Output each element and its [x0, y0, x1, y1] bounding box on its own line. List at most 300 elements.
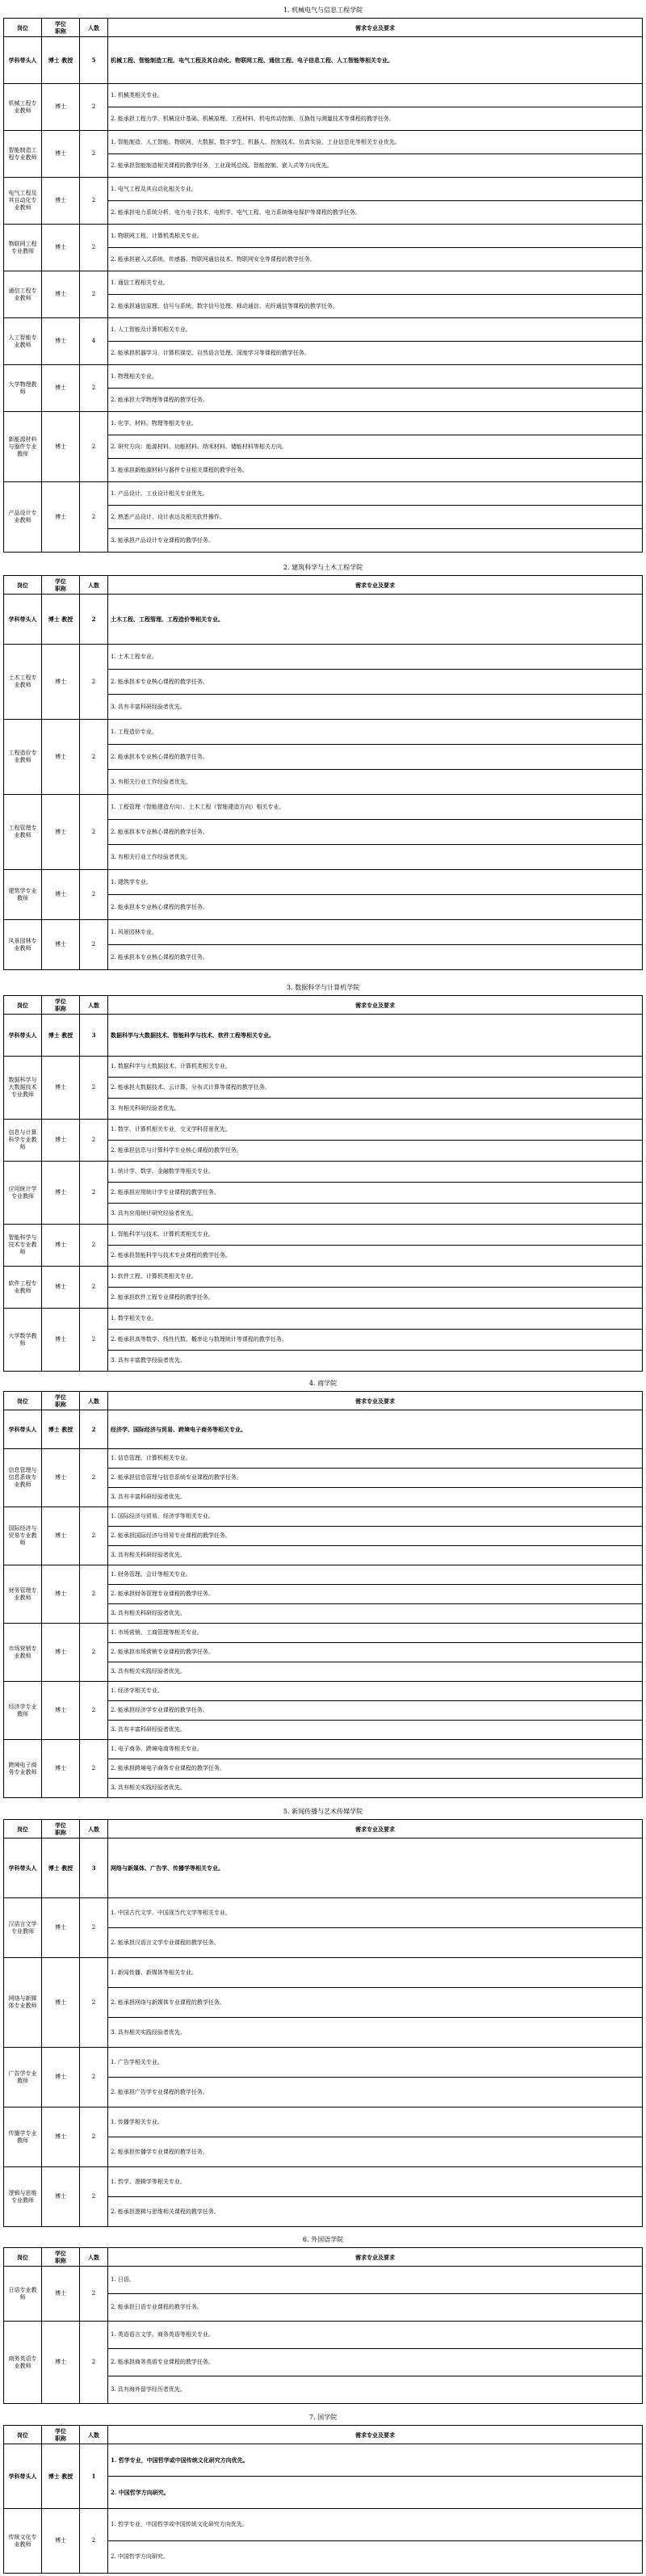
header-requirement: 需求专业及要求 — [108, 996, 643, 1015]
header-requirement: 需求专业及要求 — [108, 19, 643, 37]
degree-cell: 博士 教授 — [42, 2444, 80, 2509]
header-position: 岗位 — [4, 1820, 42, 1838]
position-cell: 逻辑与思维专业教师 — [4, 2167, 42, 2227]
header-degree-line2: 职称 — [55, 1005, 66, 1012]
degree-cell: 博士 — [42, 412, 80, 482]
table-row — [4, 37, 643, 84]
requirements-table — [3, 1391, 643, 1798]
requirement-cell: 1. 数学、计算机相关专业，交叉学科背景优先。 — [108, 1120, 643, 1141]
requirement-cell: 2. 能承担软件工程专业课程的教学任务。 — [108, 1288, 643, 1309]
position-cell: 人工智能专业教师 — [4, 318, 42, 365]
header-position: 岗位 — [4, 19, 42, 37]
table-row — [4, 1682, 643, 1701]
count-cell: 2 — [80, 84, 108, 131]
header-requirement: 需求专业及要求 — [108, 2426, 643, 2444]
section-title: 2. 建筑科学与土木工程学院 — [283, 564, 363, 571]
position-cell: 机械工程专业教师 — [4, 84, 42, 131]
requirement-cell: 1. 新闻传播、新媒体等相关专业。 — [108, 1958, 643, 1988]
degree-cell: 博士 — [42, 795, 80, 870]
requirement-cell: 3. 具有丰富科研经验者优先。 — [108, 1488, 643, 1507]
requirement-cell: 数据科学与大数据技术、智能科学与技术、软件工程等相关专业。 — [108, 1015, 643, 1057]
degree-cell: 博士 — [42, 1740, 80, 1798]
position-cell: 数据科学与大数据技术专业教师 — [4, 1057, 42, 1120]
degree-cell: 博士 — [42, 1267, 80, 1309]
position-cell: 风景园林专业教师 — [4, 920, 42, 970]
requirement-cell: 1. 哲学专业，中国哲学或中国传统文化研究方向优先。 — [108, 2444, 643, 2477]
requirement-cell: 3. 具有相关实践经验者优先。 — [108, 1779, 643, 1798]
requirement-cell: 2. 能承担嵌入式系统、传感器、物联网通信技术、物联网安全等课程的教学任务。 — [108, 248, 643, 271]
requirement-cell: 1. 工程管理（智能建造方向）、土木工程（智能建造方向）相关专业。 — [108, 795, 643, 820]
table-row — [4, 2048, 643, 2078]
header-count: 人数 — [80, 576, 108, 595]
position-cell: 财务管理专业教师 — [4, 1565, 42, 1624]
count-cell: 2 — [80, 1449, 108, 1507]
count-cell: 2 — [80, 1267, 108, 1309]
recruitment-section — [3, 557, 643, 970]
count-cell: 2 — [80, 1309, 108, 1372]
position-cell: 大学物理教师 — [4, 365, 42, 412]
position-cell: 传统文化专业教师 — [4, 2509, 42, 2574]
requirement-cell: 2. 能承担经济学专业课程的教学任务。 — [108, 1701, 643, 1721]
degree-cell: 博士 教授 — [42, 595, 80, 645]
requirement-cell: 网络与新媒体、广告学、传播学等相关专业。 — [108, 1838, 643, 1898]
requirement-cell: 2. 熟悉产品设计、设计表达及相关软件操作。 — [108, 506, 643, 529]
requirement-cell: 2. 中国哲学方向研究。 — [108, 2541, 643, 2574]
table-row — [4, 720, 643, 745]
degree-cell: 博士 — [42, 1449, 80, 1507]
requirement-cell: 1. 数学相关专业。 — [108, 1309, 643, 1330]
degree-cell: 博士 — [42, 1958, 80, 2048]
header-degree — [42, 576, 80, 595]
count-cell: 2 — [80, 2509, 108, 2574]
section-title: 1. 机械电气与信息工程学院 — [283, 6, 363, 14]
requirement-cell: 2. 能承担本专业核心课程的教学任务。 — [108, 670, 643, 695]
requirement-cell: 2. 能承担本专业核心课程的教学任务。 — [108, 895, 643, 920]
count-cell: 2 — [80, 1958, 108, 2048]
count-cell: 2 — [80, 225, 108, 271]
table-row — [4, 412, 643, 435]
count-cell: 2 — [80, 1225, 108, 1267]
count-cell: 2 — [80, 1740, 108, 1798]
requirement-cell: 1. 化学、材料、物理等相关专业。 — [108, 412, 643, 435]
position-cell: 学科带头人 — [4, 37, 42, 84]
count-cell: 3 — [80, 1015, 108, 1057]
requirement-cell: 1. 传播学相关专业。 — [108, 2107, 643, 2137]
requirement-cell: 3. 具有丰富科研经验者优先。 — [108, 695, 643, 720]
requirement-cell: 1. 信息管理、计算机相关专业。 — [108, 1449, 643, 1469]
count-cell: 4 — [80, 318, 108, 365]
table-row — [4, 2267, 643, 2294]
count-cell: 2 — [80, 482, 108, 553]
requirement-cell: 2. 能承担市场营销专业课程的教学任务。 — [108, 1643, 643, 1662]
degree-cell: 博士 — [42, 870, 80, 920]
degree-cell: 博士 — [42, 1057, 80, 1120]
count-cell: 3 — [80, 1838, 108, 1898]
table-row — [4, 2444, 643, 2477]
header-degree — [42, 2426, 80, 2444]
requirement-cell: 经济学、国际经济与贸易、跨境电子商务等相关专业。 — [108, 1410, 643, 1449]
header-requirement: 需求专业及要求 — [108, 1392, 643, 1410]
requirement-cell: 1. 统计学、数学、金融数学等相关专业。 — [108, 1162, 643, 1183]
degree-cell: 博士 — [42, 2509, 80, 2574]
header-degree-line1: 学位 — [55, 2427, 66, 2435]
recruitment-section — [3, 1801, 643, 2227]
degree-cell: 博士 — [42, 131, 80, 178]
table-row — [4, 225, 643, 248]
table-row — [4, 1507, 643, 1527]
requirement-cell: 2. 能承担商务英语专业课程的教学任务。 — [108, 2349, 643, 2376]
position-cell: 广告学专业教师 — [4, 2048, 42, 2107]
requirement-cell: 1. 数据科学与大数据技术、计算机类相关专业。 — [108, 1057, 643, 1078]
requirement-cell: 2. 能承担跨境电子商务专业课程的教学任务。 — [108, 1759, 643, 1779]
header-position: 岗位 — [4, 2248, 42, 2267]
requirement-cell: 2. 能承担财务管理专业课程的教学任务。 — [108, 1585, 643, 1604]
table-header-row — [4, 1392, 643, 1410]
position-cell: 土木工程专业教师 — [4, 645, 42, 720]
requirements-table — [3, 2247, 643, 2404]
requirement-cell: 2. 能承担机器学习、计算机视觉、自然语言处理、深度学习等课程的教学任务。 — [108, 342, 643, 365]
degree-cell: 博士 — [42, 1225, 80, 1267]
header-degree-line2: 职称 — [55, 1401, 66, 1408]
table-row — [4, 1898, 643, 1928]
requirement-cell: 1. 软件工程、计算机类相关专业。 — [108, 1267, 643, 1288]
recruitment-section — [3, 1373, 643, 1798]
requirement-cell: 3. 具有应用统计研究经验者优先。 — [108, 1204, 643, 1225]
position-cell: 网络与新媒体专业教师 — [4, 1958, 42, 2048]
requirement-cell: 2. 能承担电力系统分析、电力电子技术、电机学、电气工程、电力系统继电保护等课程的教学任务。 — [108, 201, 643, 225]
requirement-cell: 1. 物理相关专业。 — [108, 365, 643, 389]
count-cell: 2 — [80, 1565, 108, 1624]
position-cell: 软件工程专业教师 — [4, 1267, 42, 1309]
header-count: 人数 — [80, 19, 108, 37]
section-title: 6. 外国语学院 — [302, 2236, 344, 2243]
count-cell: 2 — [80, 1057, 108, 1120]
header-count: 人数 — [80, 996, 108, 1015]
degree-cell: 博士 — [42, 1682, 80, 1740]
position-cell: 学科带头人 — [4, 1015, 42, 1057]
table-row — [4, 1015, 643, 1057]
header-degree-line2: 职称 — [55, 2435, 66, 2442]
header-count: 人数 — [80, 2426, 108, 2444]
position-cell: 物联网工程专业教师 — [4, 225, 42, 271]
requirement-cell: 3. 能承担新能源材料与器件专业相关课程的教学任务。 — [108, 459, 643, 482]
table-row — [4, 482, 643, 506]
requirement-cell: 2. 能承担通信原理、信号与系统、数字信号处理、移动通信、光纤通信等课程的教学任务。 — [108, 295, 643, 318]
degree-cell: 博士 — [42, 2322, 80, 2404]
table-row — [4, 2107, 643, 2137]
degree-cell: 博士 — [42, 225, 80, 271]
requirement-cell: 3. 具有相关科研经验者优先。 — [108, 1604, 643, 1624]
requirement-cell: 1. 智能科学与技术、计算机类相关专业。 — [108, 1225, 643, 1246]
table-row — [4, 1309, 643, 1330]
degree-cell: 博士 — [42, 482, 80, 553]
position-cell: 智能制造工程专业教师 — [4, 131, 42, 178]
table-row — [4, 1410, 643, 1449]
requirement-cell: 2. 能承担工程力学、机械设计基础、机械原理、工程材料、机电传动控制、互换性与测量技术等课程的教学任务。 — [108, 107, 643, 131]
table-row — [4, 1057, 643, 1078]
count-cell: 2 — [80, 2322, 108, 2404]
header-degree — [42, 19, 80, 37]
table-row — [4, 2167, 643, 2197]
requirement-cell: 3. 有相关行业工作经验者优先。 — [108, 770, 643, 795]
requirement-cell: 1. 电子商务、跨境电商等相关专业。 — [108, 1740, 643, 1759]
requirement-cell: 1. 通信工程相关专业。 — [108, 271, 643, 295]
position-cell: 学科带头人 — [4, 595, 42, 645]
count-cell: 2 — [80, 1898, 108, 1958]
requirement-cell: 1. 风景园林专业。 — [108, 920, 643, 945]
position-cell: 信息与计算科学专业教师 — [4, 1120, 42, 1162]
position-cell: 通信工程专业教师 — [4, 271, 42, 318]
header-degree-line2: 职称 — [55, 1829, 66, 1836]
requirements-table — [3, 18, 643, 553]
count-cell: 2 — [80, 1410, 108, 1449]
requirement-cell: 机械工程、智能制造工程、电气工程及其自动化、物联网工程、通信工程、电子信息工程、人工智能等相关专业。 — [108, 37, 643, 84]
count-cell: 2 — [80, 2167, 108, 2227]
position-cell: 传播学专业教师 — [4, 2107, 42, 2167]
recruitment-section — [3, 977, 643, 1372]
requirement-cell: 1. 哲学专业，中国哲学或中国传统文化研究方向优先。 — [108, 2509, 643, 2541]
header-position: 岗位 — [4, 576, 42, 595]
requirement-cell: 2. 能承担汉语言文学专业课程的教学任务。 — [108, 1928, 643, 1958]
table-row — [4, 178, 643, 201]
header-position: 岗位 — [4, 2426, 42, 2444]
table-row — [4, 795, 643, 820]
table-header-row — [4, 2248, 643, 2267]
position-cell: 汉语言文学专业教师 — [4, 1898, 42, 1958]
position-cell: 经济学专业教师 — [4, 1682, 42, 1740]
position-cell: 学科带头人 — [4, 1838, 42, 1898]
section-title: 4. 商学院 — [308, 1380, 338, 1387]
count-cell: 2 — [80, 412, 108, 482]
degree-cell: 博士 — [42, 1162, 80, 1225]
requirement-cell: 1. 建筑学专业。 — [108, 870, 643, 895]
requirement-cell: 2. 能承担国际经济与贸易专业课程的教学任务。 — [108, 1527, 643, 1546]
table-row — [4, 1162, 643, 1183]
requirement-cell: 2. 能承担应用统计学专业课程的教学任务。 — [108, 1183, 643, 1204]
count-cell: 2 — [80, 178, 108, 225]
header-count: 人数 — [80, 2248, 108, 2267]
degree-cell: 博士 — [42, 920, 80, 970]
table-row — [4, 1120, 643, 1141]
requirement-cell: 1. 经济学相关专业。 — [108, 1682, 643, 1701]
requirement-cell: 2. 能承担本专业核心课程的教学任务。 — [108, 820, 643, 845]
requirement-cell: 2. 能承担日语专业课程的教学任务。 — [108, 2294, 643, 2322]
degree-cell: 博士 — [42, 178, 80, 225]
position-cell: 工程造价专业教师 — [4, 720, 42, 795]
recruitment-section — [3, 0, 643, 553]
recruitment-section — [3, 2229, 643, 2404]
header-degree-line2: 职称 — [55, 585, 66, 592]
requirement-cell: 1. 市场营销、工商管理等相关专业。 — [108, 1624, 643, 1643]
degree-cell: 博士 — [42, 1898, 80, 1958]
section-title: 7. 国学院 — [308, 2414, 338, 2421]
degree-cell: 博士 — [42, 84, 80, 131]
requirement-cell: 1. 广告学相关专业。 — [108, 2048, 643, 2078]
count-cell: 2 — [80, 271, 108, 318]
count-cell: 2 — [80, 595, 108, 645]
count-cell: 2 — [80, 1682, 108, 1740]
requirement-cell: 2. 能承担信息管理与信息系统专业课程的教学任务。 — [108, 1469, 643, 1488]
requirement-cell: 2. 能承担高等数学、线性代数、概率论与数理统计等课程的教学任务。 — [108, 1330, 643, 1351]
position-cell: 商务英语专业教师 — [4, 2322, 42, 2404]
header-requirement: 需求专业及要求 — [108, 2248, 643, 2267]
header-requirement: 需求专业及要求 — [108, 576, 643, 595]
requirement-cell: 1. 国际经济与贸易、经济学等相关专业。 — [108, 1507, 643, 1527]
requirement-cell: 3. 具有相关实践经验者优先。 — [108, 2018, 643, 2048]
count-cell: 2 — [80, 870, 108, 920]
count-cell: 2 — [80, 1120, 108, 1162]
requirement-cell: 1. 机械类相关专业。 — [108, 84, 643, 107]
degree-cell: 博士 — [42, 1565, 80, 1624]
degree-cell: 博士 — [42, 271, 80, 318]
requirement-cell: 1. 日语。 — [108, 2267, 643, 2294]
requirement-cell: 3. 具有丰富科研经验者优先。 — [108, 1721, 643, 1740]
requirement-cell: 3. 具有丰富教学经验者优先。 — [108, 1351, 643, 1372]
table-row — [4, 1624, 643, 1643]
requirement-cell: 3. 有相关科研经验者优先。 — [108, 1099, 643, 1120]
header-degree-line1: 学位 — [55, 578, 66, 585]
requirement-cell: 1. 智能制造、人工智能、物联网、大数据、数字孪生、机器人、控制技术、仿真实验、工业信息化等相关专业优先。 — [108, 131, 643, 154]
position-cell: 学科带头人 — [4, 2444, 42, 2509]
requirement-cell: 2. 能承担本专业核心课程的教学任务。 — [108, 745, 643, 770]
count-cell: 2 — [80, 1624, 108, 1682]
position-cell: 日语专业教师 — [4, 2267, 42, 2322]
table-row — [4, 1740, 643, 1759]
section-title: 3. 数据科学与计算机学院 — [286, 984, 360, 991]
header-degree-line2: 职称 — [55, 27, 66, 35]
degree-cell: 博士 教授 — [42, 1838, 80, 1898]
degree-cell: 博士 — [42, 720, 80, 795]
count-cell: 2 — [80, 1162, 108, 1225]
table-row — [4, 1267, 643, 1288]
requirement-cell: 1. 电气工程及其自动化相关专业。 — [108, 178, 643, 201]
degree-cell: 博士 — [42, 1309, 80, 1372]
header-degree — [42, 996, 80, 1015]
count-cell: 2 — [80, 720, 108, 795]
requirement-cell: 3. 具有海外留学经历者优先。 — [108, 2376, 643, 2404]
header-degree — [42, 1392, 80, 1410]
requirement-cell: 2. 能承担大数据技术、云计算、分布式计算等课程的教学任务。 — [108, 1078, 643, 1099]
requirements-table — [3, 2425, 643, 2574]
recruitment-section — [3, 2407, 643, 2574]
requirement-cell: 2. 能承担智能科学与技术专业课程的教学任务。 — [108, 1246, 643, 1267]
position-cell: 建筑学专业教师 — [4, 870, 42, 920]
section-title: 5. 新闻传播与艺术传媒学院 — [283, 1808, 363, 1815]
header-position: 岗位 — [4, 996, 42, 1015]
degree-cell: 博士 — [42, 2167, 80, 2227]
table-row — [4, 920, 643, 945]
table-row — [4, 1565, 643, 1585]
requirement-cell: 1. 中国古代文学、中国现当代文学等相关专业。 — [108, 1898, 643, 1928]
table-row — [4, 131, 643, 154]
degree-cell: 博士 — [42, 318, 80, 365]
header-position: 岗位 — [4, 1392, 42, 1410]
count-cell: 1 — [80, 2444, 108, 2509]
table-row — [4, 2322, 643, 2349]
count-cell: 2 — [80, 795, 108, 870]
requirement-cell: 1. 物联网工程、计算机类相关专业。 — [108, 225, 643, 248]
requirement-cell: 3. 具有相关实践经验者优先。 — [108, 1662, 643, 1682]
position-cell: 国际经济与贸易专业教师 — [4, 1507, 42, 1565]
requirement-cell: 3. 能承担产品设计专业课程的教学任务。 — [108, 529, 643, 553]
requirement-cell: 2. 能承担本专业核心课程的教学任务。 — [108, 945, 643, 970]
count-cell: 2 — [80, 2267, 108, 2322]
header-degree-line2: 职称 — [55, 2257, 66, 2264]
requirement-cell: 2. 能承担逻辑与思维相关课程的教学任务。 — [108, 2197, 643, 2227]
position-cell: 电气工程及其自动化专业教师 — [4, 178, 42, 225]
count-cell: 5 — [80, 37, 108, 84]
table-row — [4, 1225, 643, 1246]
header-degree-line1: 学位 — [55, 20, 66, 27]
header-degree-line1: 学位 — [55, 2250, 66, 2257]
degree-cell: 博士 — [42, 645, 80, 720]
table-header-row — [4, 1820, 643, 1838]
degree-cell: 博士 — [42, 2048, 80, 2107]
requirements-table — [3, 575, 643, 970]
position-cell: 大学数学教师 — [4, 1309, 42, 1372]
degree-cell: 博士 — [42, 1120, 80, 1162]
requirement-cell: 2. 能承担网络与新媒体专业课程的教学任务。 — [108, 1988, 643, 2018]
header-count: 人数 — [80, 1820, 108, 1838]
degree-cell: 博士 教授 — [42, 1410, 80, 1449]
position-cell: 产品设计专业教师 — [4, 482, 42, 553]
requirement-cell: 1. 人工智能及计算机相关专业。 — [108, 318, 643, 342]
requirements-table — [3, 995, 643, 1372]
table-row — [4, 870, 643, 895]
requirements-table — [3, 1819, 643, 2227]
position-cell: 新能源材料与器件专业教师 — [4, 412, 42, 482]
table-header-row — [4, 996, 643, 1015]
requirement-cell: 2. 能承担智能制造相关课程的教学任务，工业现场总线、智能控制、嵌入式等方向优先。 — [108, 154, 643, 178]
count-cell: 2 — [80, 920, 108, 970]
requirement-cell: 1. 土木工程专业。 — [108, 645, 643, 670]
degree-cell: 博士 教授 — [42, 1015, 80, 1057]
position-cell: 信息管理与信息系统专业教师 — [4, 1449, 42, 1507]
position-cell: 市场营销专业教师 — [4, 1624, 42, 1682]
requirement-cell: 3. 具有相关科研经验者优先。 — [108, 1546, 643, 1565]
degree-cell: 博士 — [42, 2107, 80, 2167]
requirement-cell: 土木工程、工程管理、工程造价等相关专业。 — [108, 595, 643, 645]
requirement-cell: 2. 能承担广告学专业课程的教学任务。 — [108, 2078, 643, 2107]
table-header-row — [4, 576, 643, 595]
requirement-cell: 1. 工程造价专业。 — [108, 720, 643, 745]
degree-cell: 博士 教授 — [42, 37, 80, 84]
count-cell: 2 — [80, 645, 108, 720]
requirement-cell: 3. 有相关行业工作经验者优先。 — [108, 845, 643, 870]
degree-cell: 博士 — [42, 1507, 80, 1565]
count-cell: 2 — [80, 131, 108, 178]
header-degree — [42, 2248, 80, 2267]
header-degree — [42, 1820, 80, 1838]
header-degree-line1: 学位 — [55, 1822, 66, 1829]
degree-cell: 博士 — [42, 365, 80, 412]
table-row — [4, 645, 643, 670]
table-row — [4, 84, 643, 107]
table-row — [4, 595, 643, 645]
requirement-cell: 2. 能承担信息与计算科学专业核心课程的教学任务。 — [108, 1141, 643, 1162]
requirement-cell: 2. 能承担传播学专业课程的教学任务。 — [108, 2137, 643, 2167]
position-cell: 学科带头人 — [4, 1410, 42, 1449]
position-cell: 应用统计学专业教师 — [4, 1162, 42, 1225]
header-degree-line1: 学位 — [55, 1393, 66, 1401]
count-cell: 2 — [80, 1507, 108, 1565]
position-cell: 智能科学与技术专业教师 — [4, 1225, 42, 1267]
table-row — [4, 318, 643, 342]
position-cell: 跨境电子商务专业教师 — [4, 1740, 42, 1798]
position-cell: 工程管理专业教师 — [4, 795, 42, 870]
count-cell: 2 — [80, 2107, 108, 2167]
requirement-cell: 1. 英语语言文学、商务英语等相关专业。 — [108, 2322, 643, 2349]
